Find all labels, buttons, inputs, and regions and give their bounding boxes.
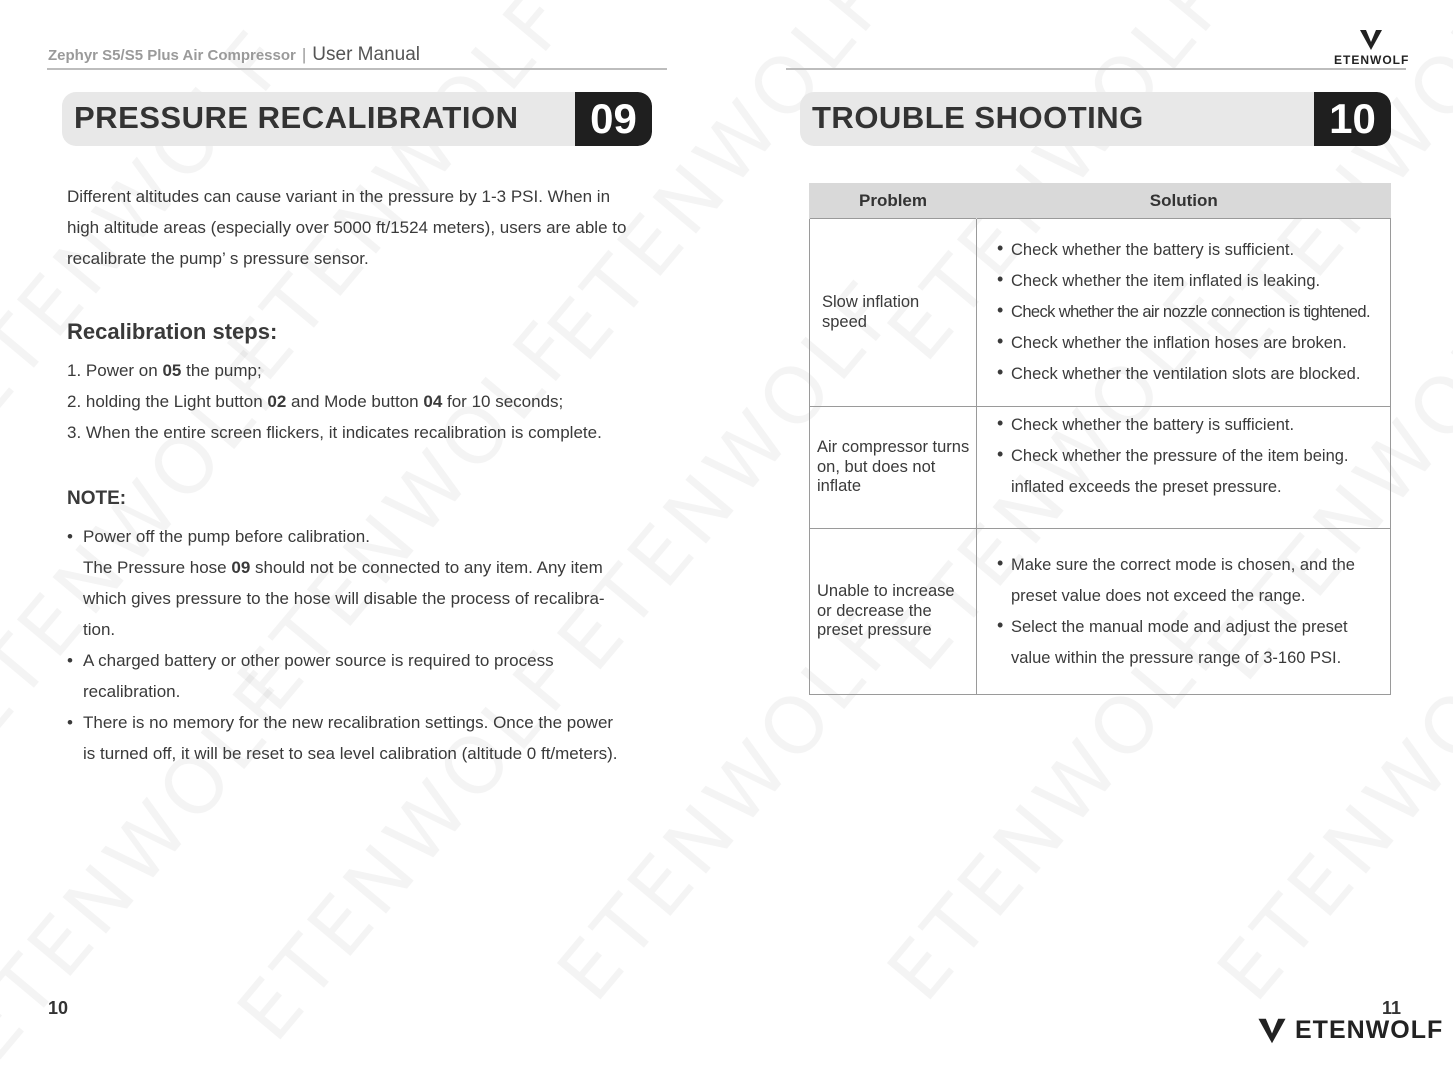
product-model: Zephyr S5/S5 Plus Air Compressor [48, 47, 296, 64]
table-row [810, 407, 1391, 529]
brand-name: ETENWOLF [1334, 53, 1410, 67]
table-row [810, 219, 1391, 407]
manual-label: User Manual [312, 44, 420, 65]
header-rule [786, 68, 1406, 70]
note-item: • Power off the pump before calibration. [67, 527, 370, 546]
solution-item: • Check whether the item inflated is leaking. [997, 269, 1321, 290]
solution-cell [977, 219, 1391, 407]
step-item: 2. holding the Light button 02 and Mode button 04 for 10 seconds; [67, 392, 564, 411]
page-number: 11 [1382, 998, 1402, 1018]
solution-item: • Select the manual mode and adjust the preset [997, 614, 1348, 636]
problem-cell: Unable to increase or decrease the preset pressure [810, 529, 977, 695]
solution-continuation: inflated exceeds the preset pressure. [1011, 478, 1282, 496]
intro-line: recalibrate the pump’ s pressure sensor. [67, 249, 369, 268]
header-separator: | [301, 45, 307, 64]
steps-heading: Recalibration steps: [67, 319, 278, 344]
section-title: TROUBLE SHOOTING [812, 100, 1144, 135]
column-header-solution: Solution [977, 183, 1391, 219]
notes-list: • Power off the pump before calibration. The Pressure hose 09 should not be connected to any item. Any item which gives pressure to the hose will disable the process of recalibra- tion. • A charged battery or other power source is required to process recalibration. • There is no memory for the new recalibration settings. Once the power is turned off, it will be reset to sea level calibration (altitude 0 ft/meters). [67, 521, 667, 769]
section-title: PRESSURE RECALIBRATION [74, 100, 519, 135]
step-item: 1. Power on 05 the pump; [67, 361, 262, 380]
footer-brand-name: ETENWOLF [1295, 1016, 1444, 1044]
wolf-logo-icon [1358, 28, 1384, 52]
troubleshooting-table [809, 183, 1391, 695]
page-number: 10 [48, 998, 69, 1018]
problem-cell: Slow inflation speed [810, 219, 977, 407]
table-row [810, 529, 1391, 695]
steps-list [67, 355, 667, 448]
header-rule [47, 68, 667, 70]
solution-cell [977, 407, 1391, 529]
column-header-problem: Problem [810, 183, 977, 219]
solution-cell [977, 529, 1391, 695]
problem-cell: Air compressor turns on, but does not inflate [810, 407, 977, 529]
section-number: 10 [1314, 92, 1391, 146]
note-heading: NOTE: [67, 488, 127, 509]
solution-item: • Make sure the correct mode is chosen, and the [997, 552, 1355, 574]
solution-item: • Check whether the battery is sufficient. [997, 238, 1295, 259]
solution-continuation: preset value does not exceed the range. [1011, 586, 1306, 605]
table-header-row [810, 183, 1391, 219]
page-header [48, 44, 420, 66]
solution-continuation: value within the pressure range of 3-160 PSI. [1011, 648, 1342, 667]
step-item: 3. When the entire screen flickers, it indicates recalibration is complete. [67, 423, 602, 442]
intro-line: Different altitudes can cause variant in the pressure by 1-3 PSI. When in [67, 187, 611, 206]
intro-paragraph [67, 181, 667, 274]
intro-line: high altitude areas (especially over 5000 ft/1524 meters), users are able to [67, 218, 627, 237]
section-number: 09 [575, 92, 652, 146]
solution-item: • Check whether the battery is sufficient. [997, 413, 1295, 434]
section-title-bar [800, 92, 1391, 146]
note-item: • There is no memory for the new recalibration settings. Once the power [67, 713, 614, 732]
note-item: • A charged battery or other power source is required to process [67, 651, 554, 670]
section-title-bar [62, 92, 652, 146]
solution-item: • Check whether the pressure of the item being. [997, 444, 1349, 465]
solution-item: • Check whether the air nozzle connection is tightened. [997, 300, 1370, 321]
footer-brand-logo [1256, 1015, 1444, 1049]
brand-logo [1334, 28, 1408, 67]
solution-item: • Check whether the ventilation slots are blocked. [997, 362, 1361, 383]
wolf-logo-icon [1256, 1015, 1288, 1047]
solution-item: • Check whether the inflation hoses are broken. [997, 331, 1347, 352]
